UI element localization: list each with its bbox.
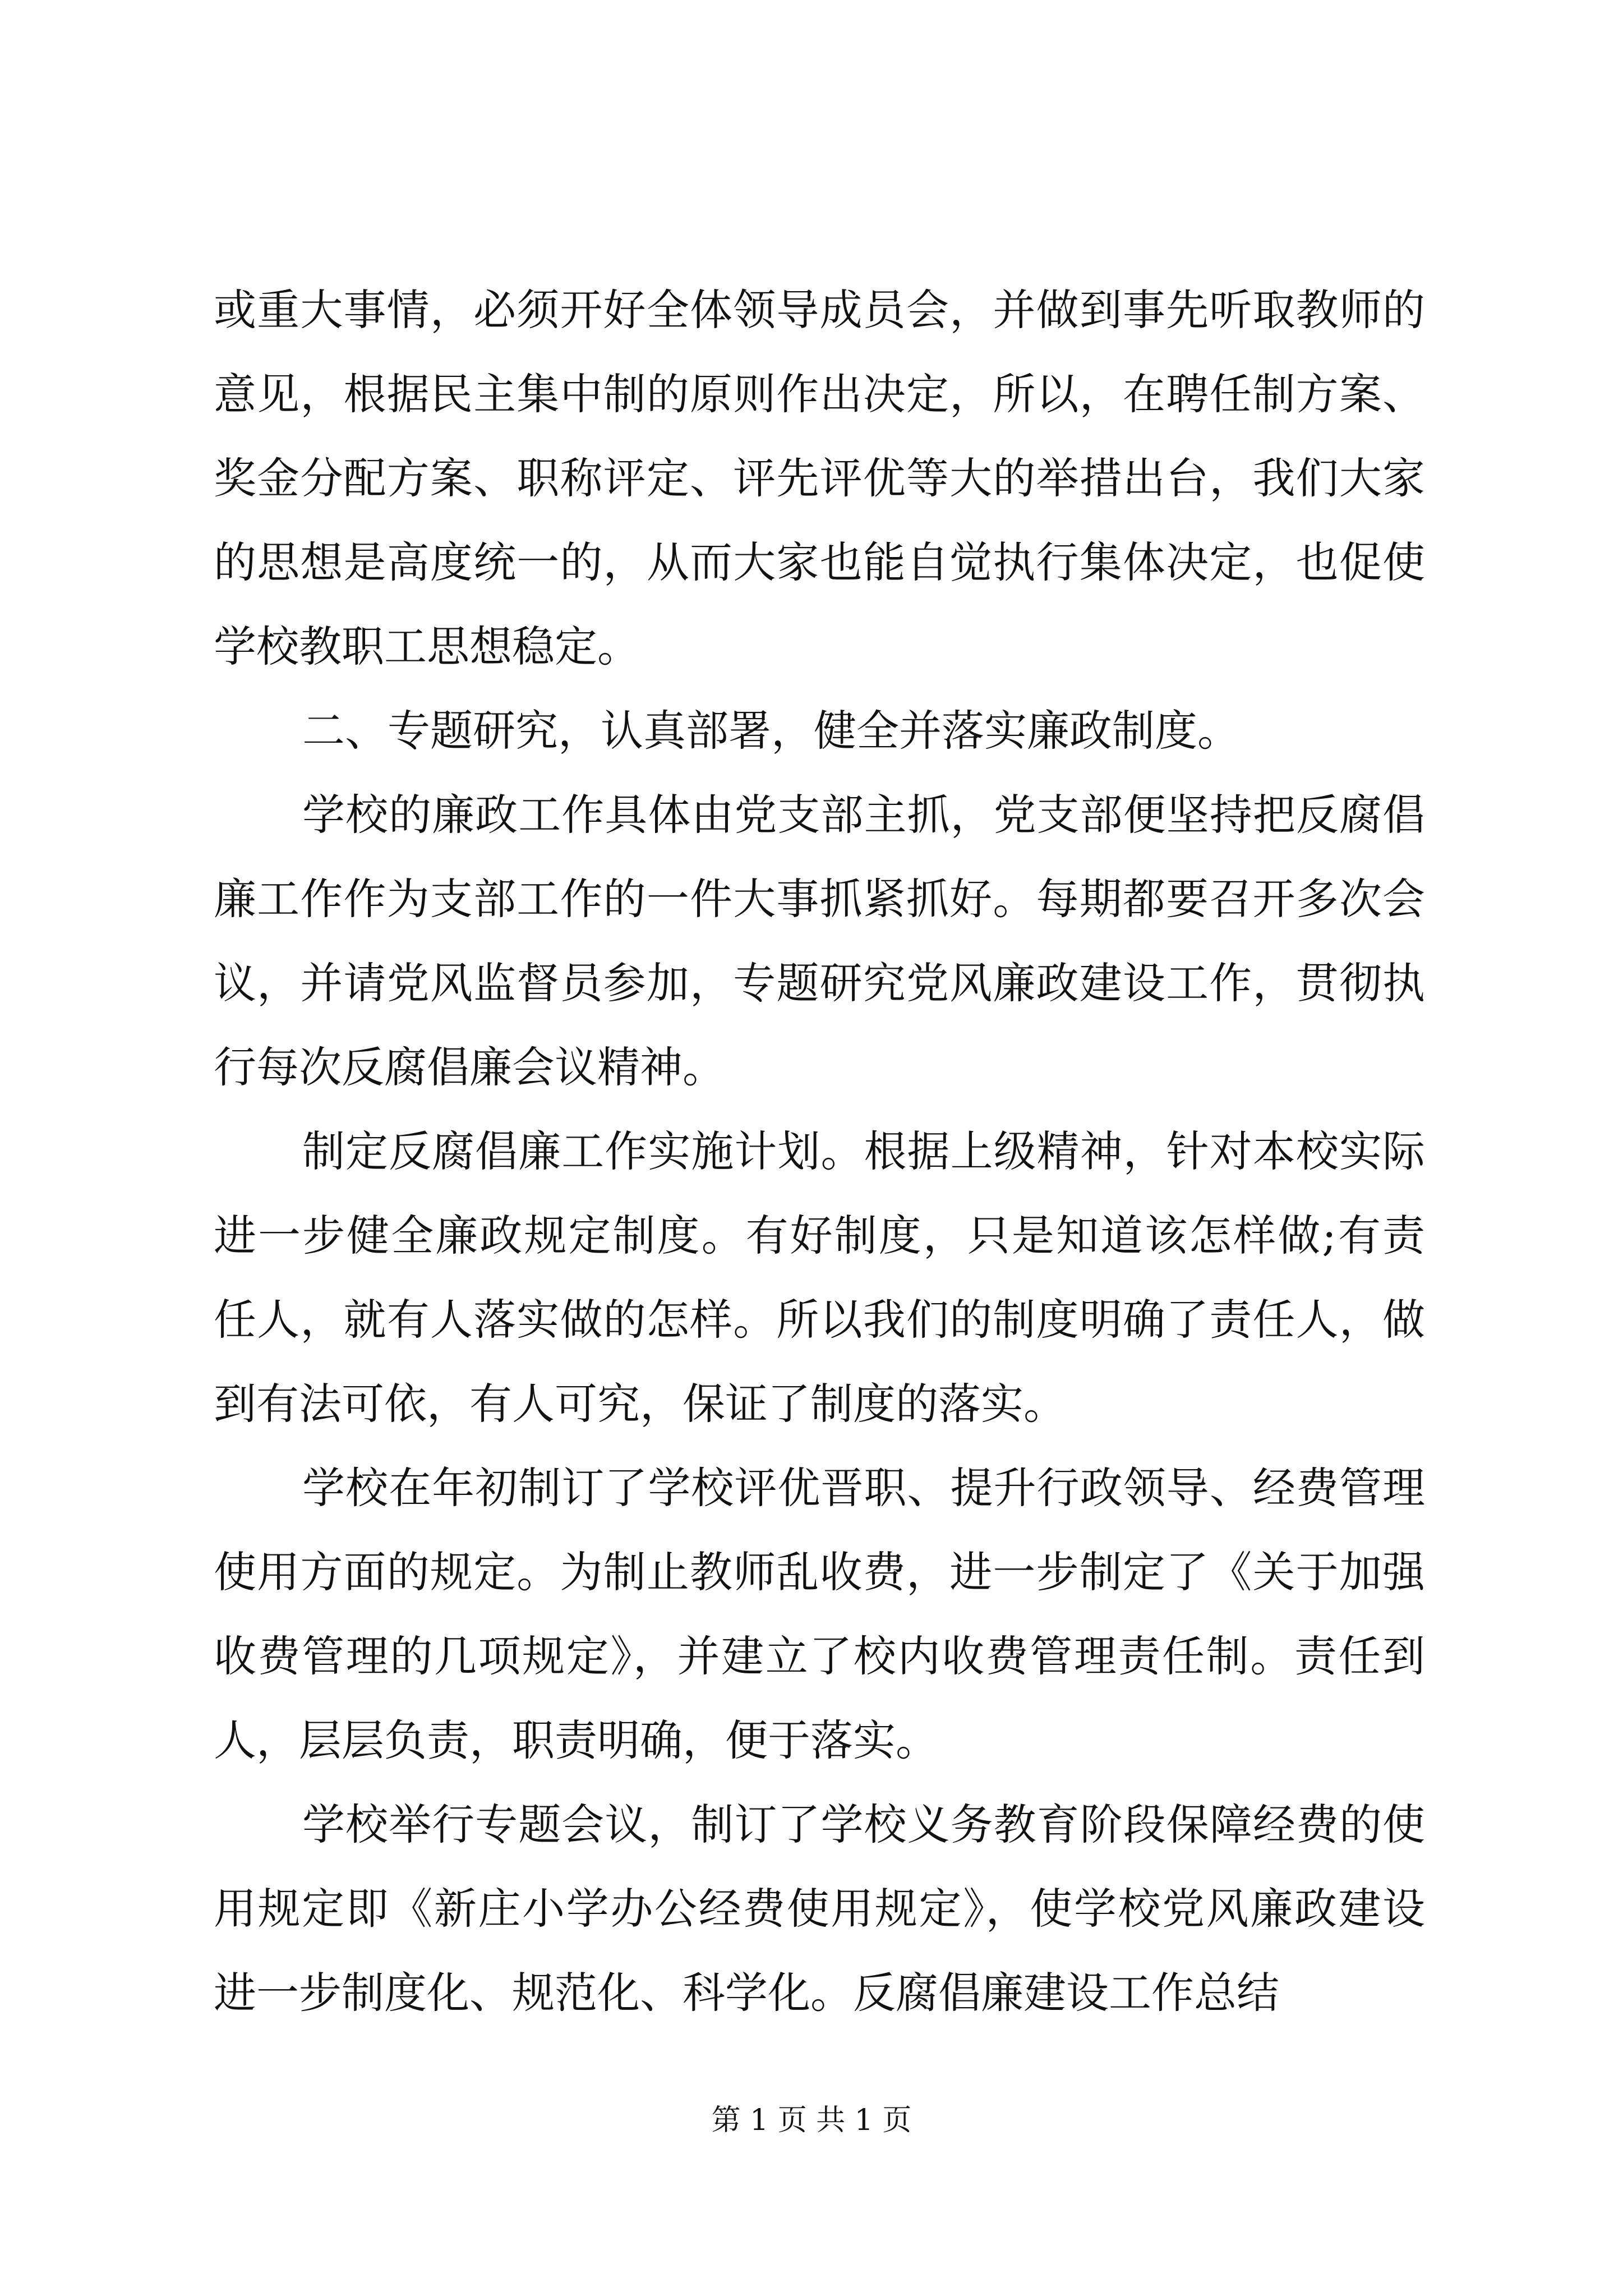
text-line: 意见，根据民主集中制的原则作出决定，所以，在聘任制方案、 [214, 369, 1425, 419]
document-body [214, 268, 1425, 2035]
text-line: 奖金分配方案、职称评定、评先评优等大的举措出台，我们大家 [214, 453, 1425, 503]
text-line: 任人，就有人落实做的怎样。所以我们的制度明确了责任人，做 [214, 1295, 1425, 1345]
text-line: 进一步制度化、规范化、科学化。反腐倡廉建设工作总结 [214, 1968, 1279, 2018]
text-line: 廉工作作为支部工作的一件大事抓紧抓好。每期都要召开多次会 [214, 874, 1425, 924]
text-line: 学校举行专题会议，制订了学校义务教育阶段保障经费的使 [302, 1800, 1425, 1849]
text-line: 的思想是高度统一的，从而大家也能自觉执行集体决定，也促使 [214, 537, 1425, 587]
text-line: 用规定即《新庄小学办公经费使用规定》，使学校党风廉政建设 [214, 1884, 1425, 1934]
text-line: 制定反腐倡廉工作实施计划。根据上级精神，针对本校实际 [302, 1126, 1425, 1176]
text-line: 学校在年初制订了学校评优晋职、提升行政领导、经费管理 [302, 1463, 1425, 1513]
text-line: 或重大事情，必须开好全体领导成员会，并做到事先听取教师的 [214, 285, 1425, 335]
text-line: 议，并请党风监督员参加，专题研究党风廉政建设工作，贯彻执 [214, 958, 1425, 1008]
text-line: 到有法可依，有人可究，保证了制度的落实。 [214, 1379, 1066, 1429]
text-line: 收费管理的几项规定》，并建立了校内收费管理责任制。责任到 [214, 1631, 1425, 1681]
text-line: 行每次反腐倡廉会议精神。 [214, 1042, 725, 1092]
page-number-label: 第 1 页 共 1 页 [711, 2104, 912, 2137]
text-line: 学校教职工思想稳定。 [214, 622, 640, 671]
section-heading: 二、专题研究，认真部署，健全并落实廉政制度。 [302, 706, 1240, 756]
text-line: 学校的廉政工作具体由党支部主抓，党支部便坚持把反腐倡 [302, 790, 1425, 840]
text-line: 进一步健全廉政规定制度。有好制度，只是知道该怎样做;有责 [214, 1211, 1425, 1260]
text-line: 使用方面的规定。为制止教师乱收费，进一步制定了《关于加强 [214, 1547, 1425, 1597]
page-footer [0, 2101, 1623, 2140]
text-line: 人，层层负责，职责明确，便于落实。 [214, 1715, 938, 1765]
